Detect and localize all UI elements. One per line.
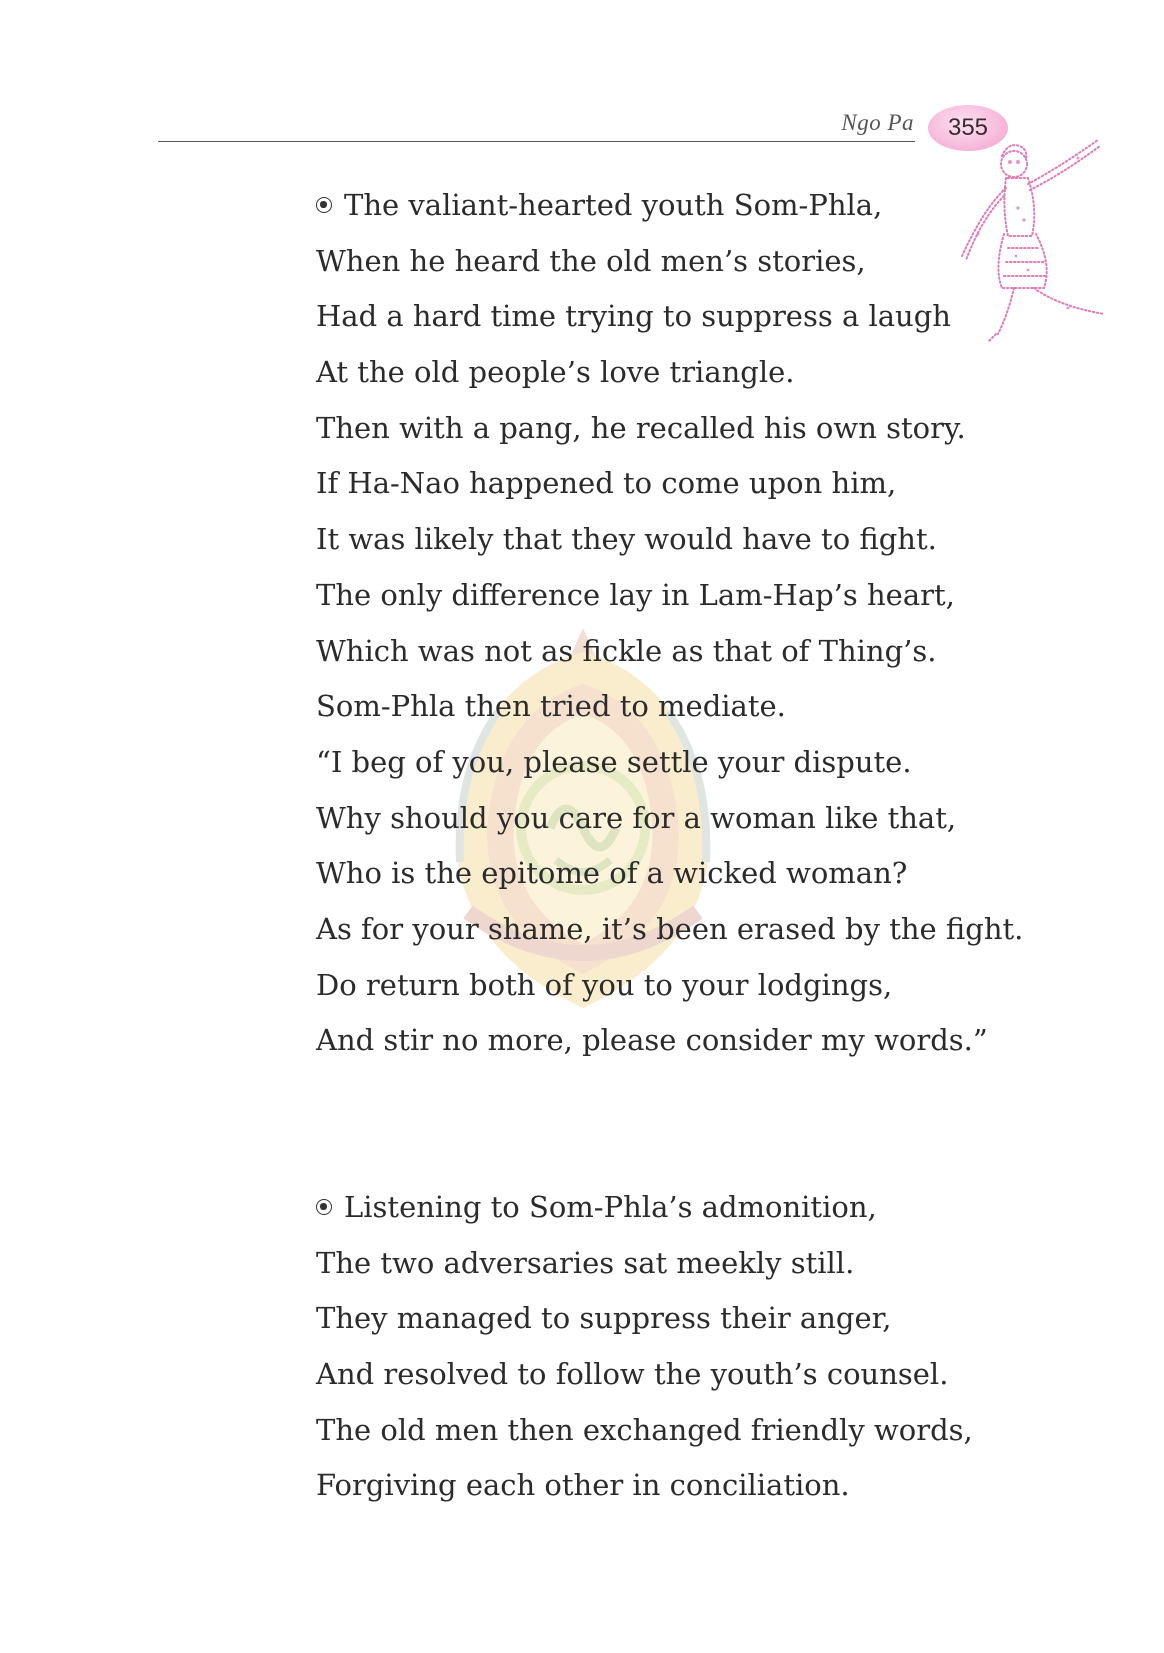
verse-line: When he heard the old men’s stories, [316, 243, 866, 278]
circle-dot-icon [316, 197, 332, 213]
verse-line: Forgiving each other in conciliation. [316, 1468, 850, 1503]
verse-line: If Ha-Nao happened to come upon him, [316, 466, 897, 501]
verse-line: And resolved to follow the youth’s counsel. [316, 1357, 949, 1392]
verse-line: Then with a pang, he recalled his own story. [316, 410, 966, 445]
verse-line: At the old people’s love triangle. [316, 355, 795, 390]
verse-line: Som-Phla then tried to mediate. [316, 689, 786, 724]
stanza-1 [316, 178, 1023, 1069]
verse-line: “I beg of you, please settle your dispute. [316, 744, 912, 779]
verse-line: As for your shame, it’s been erased by the fight. [316, 911, 1024, 946]
stanza-2 [316, 1180, 973, 1514]
verse-line: Listening to Som-Phla’s admonition, [316, 1180, 973, 1236]
verse-line: The valiant-hearted youth Som-Phla, [316, 178, 1023, 234]
header-rule [158, 141, 915, 142]
running-title: Ngo Pa [841, 110, 914, 135]
verse-line: It was likely that they would have to fight. [316, 522, 937, 557]
page-number: 355 [947, 114, 989, 141]
verse-line: And stir no more, please consider my words.” [316, 1023, 988, 1058]
verse-line: Why should you care for a woman like that, [316, 800, 957, 835]
circle-dot-icon [316, 1199, 332, 1215]
verse-line: The old men then exchanged friendly words, [316, 1412, 973, 1447]
verse-line: The only difference lay in Lam-Hap’s heart, [316, 577, 955, 612]
verse-line: The two adversaries sat meekly still. [316, 1245, 855, 1280]
verse-line: They managed to suppress their anger, [316, 1301, 892, 1336]
verse-line: Which was not as fickle as that of Thing’s. [316, 633, 937, 668]
verse-line: Do return both of you to your lodgings, [316, 967, 893, 1002]
verse-line: Who is the epitome of a wicked woman? [316, 856, 908, 891]
verse-line: Had a hard time trying to suppress a laugh [316, 299, 951, 334]
